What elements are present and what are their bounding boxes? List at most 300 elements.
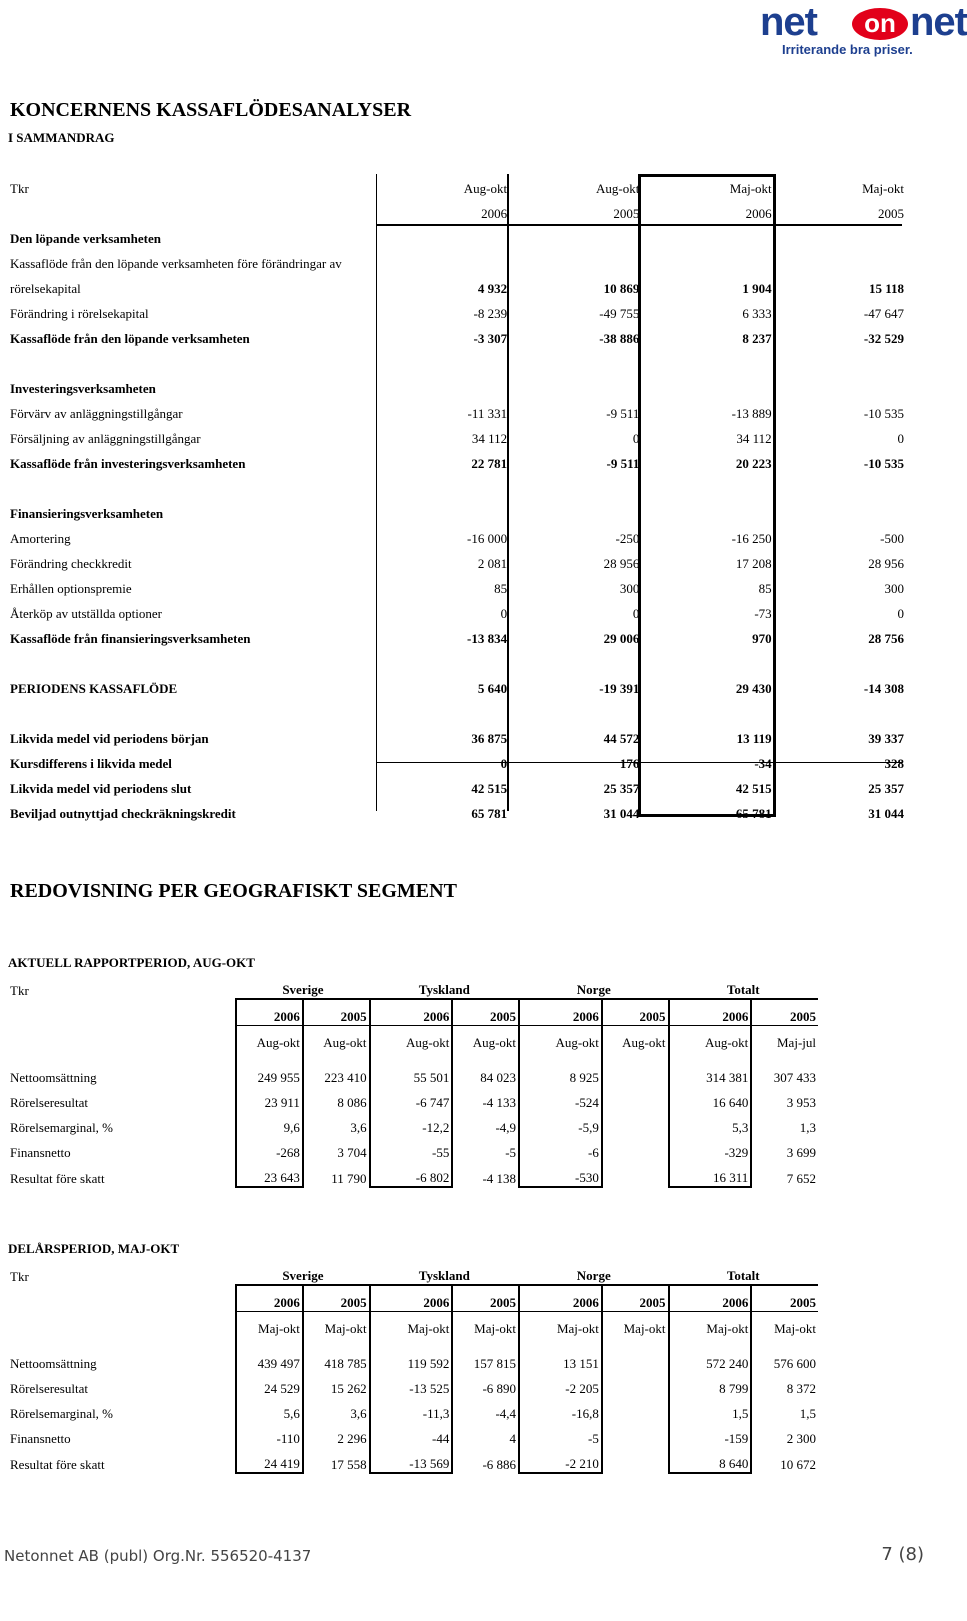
cashflow-value [509, 472, 641, 497]
segment-value: 16 311 [669, 1161, 752, 1187]
cashflow-value [509, 222, 641, 247]
segment-spacer [8, 1285, 236, 1312]
cashflow-row [8, 622, 906, 647]
segment-value: 84 023 [480, 1070, 517, 1085]
segment-value: 3 704 [337, 1145, 367, 1160]
cashflow-value [509, 247, 641, 272]
cashflow-value [509, 372, 641, 397]
cashflow-value: 8 237 [742, 331, 772, 346]
segment-spacer [8, 1312, 236, 1338]
cashflow-value: 970 [752, 631, 772, 646]
segment-value: -159 [669, 1422, 752, 1447]
cashflow-row-label [8, 347, 377, 372]
segment-table-heading: DELÅRSPERIOD, MAJ-OKT [8, 1241, 180, 1256]
segment-value: -11,3 [370, 1397, 453, 1422]
segment-period: Aug-okt [519, 1026, 602, 1052]
segment-value: -5,9 [519, 1111, 602, 1136]
segment-period: Maj-okt [519, 1312, 602, 1338]
segment-year: 2006 [669, 1285, 752, 1312]
cashflow-value [377, 497, 509, 522]
cashflow-value: 15 118 [868, 281, 904, 296]
segment-period-row [8, 1026, 818, 1052]
segment-value: -4,4 [495, 1406, 517, 1421]
segment-value [602, 1372, 669, 1397]
segment-value [602, 1447, 669, 1473]
cashflow-row [8, 572, 906, 597]
netonnet-logo [760, 0, 967, 60]
cashflow-value: -34 [754, 756, 772, 771]
cashflow-value: 17 208 [735, 556, 772, 571]
cashflow-row [8, 247, 906, 272]
cashflow-value [774, 647, 906, 672]
cashflow-value [377, 372, 509, 397]
cashflow-row-label: Kassaflöde från den löpande verksamheten [10, 331, 250, 346]
cashflow-row-label: PERIODENS KASSAFLÖDE [10, 681, 178, 696]
cashflow-value: 42 515 [471, 781, 508, 796]
segment-row-label: Finansnetto [10, 1431, 71, 1446]
cashflow-value [509, 497, 641, 522]
cashflow-table [8, 172, 906, 822]
segment-value: -13 525 [370, 1372, 453, 1397]
cashflow-row-label: Förvärv av anläggningstillgångar [10, 406, 183, 421]
segment-value: -4,9 [495, 1120, 517, 1135]
cashflow-row [8, 347, 906, 372]
cashflow-value: -19 391 [599, 681, 640, 696]
segment-year: 2006 [236, 1285, 303, 1312]
cashflow-row-label [8, 472, 377, 497]
segment-value: 1,3 [799, 1120, 816, 1135]
segment-value: 5,6 [236, 1397, 303, 1422]
cashflow-row [8, 547, 906, 572]
segment-value [602, 1337, 669, 1372]
logo-net2: net [910, 0, 967, 44]
segment-row-label: Rörelseresultat [10, 1381, 88, 1396]
cashflow-value: 65 781 [471, 806, 508, 821]
segment-value: 24 529 [236, 1372, 303, 1397]
cashflow-period: Aug-okt [463, 181, 508, 196]
cashflow-row [8, 597, 906, 622]
cashflow-value [509, 697, 641, 722]
cashflow-row [8, 472, 906, 497]
segment-row-label: Resultat före skatt [10, 1457, 105, 1472]
segment-value: -6 890 [482, 1381, 517, 1396]
cashflow-row-label: Erhållen optionspremie [10, 581, 132, 596]
cashflow-value: 300 [884, 581, 904, 596]
cashflow-value: -9 511 [606, 456, 640, 471]
footer-company: Netonnet AB (publ) Org.Nr. 556520-4137 [4, 1547, 312, 1565]
cashflow-value [641, 347, 773, 372]
segment-value: 15 262 [330, 1381, 367, 1396]
cashflow-row [8, 722, 906, 747]
segment-year: 2006 [669, 999, 752, 1026]
segment-region: Sverige [282, 1268, 324, 1283]
segment-row-label: Nettoomsättning [10, 1356, 97, 1371]
cashflow-row-label: Likvida medel vid periodens början [10, 731, 209, 746]
cashflow-value: 10 869 [603, 281, 640, 296]
segment-year: 2005 [452, 999, 519, 1026]
cashflow-value: 39 337 [868, 731, 904, 746]
cashflow-value: 31 044 [603, 806, 640, 821]
cashflow-subtitle: I SAMMANDRAG [8, 130, 115, 145]
segment-year: 2006 [519, 999, 602, 1026]
cashflow-value [641, 697, 773, 722]
cashflow-value: 36 875 [471, 731, 508, 746]
segment-value: 314 381 [669, 1051, 752, 1086]
segment-value [602, 1397, 669, 1422]
cashflow-value [774, 372, 906, 397]
cashflow-row [8, 422, 906, 447]
segment-table [8, 1259, 818, 1474]
cashflow-row [8, 522, 906, 547]
segment-value: 16 640 [669, 1086, 752, 1111]
segment-row [8, 1372, 818, 1397]
cashflow-value [509, 347, 641, 372]
segment-period: Maj-okt [236, 1312, 303, 1338]
cashflow-value [509, 647, 641, 672]
cashflow-value [377, 247, 509, 272]
segment-value: 3,6 [350, 1120, 367, 1135]
cashflow-row-label [8, 697, 377, 722]
cashflow-value: 0 [897, 606, 904, 621]
cashflow-value: 328 [884, 756, 904, 771]
cashflow-row [8, 772, 906, 797]
segment-value: 1,5 [799, 1406, 816, 1421]
cashflow-value: 22 781 [471, 456, 508, 471]
segment-value: 3 699 [786, 1145, 816, 1160]
cashflow-row [8, 372, 906, 397]
cashflow-value: 0 [500, 606, 508, 621]
segment-row [8, 1161, 818, 1187]
segment-value: -44 [370, 1422, 453, 1447]
cashflow-period-row [8, 172, 906, 197]
segment-value: 17 558 [330, 1457, 367, 1472]
segment-value: 7 652 [786, 1171, 816, 1186]
segment-spacer [8, 1026, 236, 1052]
cashflow-value: -47 647 [863, 306, 904, 321]
segment-row [8, 1447, 818, 1473]
cashflow-row-label: Förändring i rörelsekapital [10, 306, 149, 321]
cashflow-year: 2005 [878, 206, 904, 221]
segment-year: 2006 [519, 1285, 602, 1312]
cashflow-value: 31 044 [868, 806, 904, 821]
segment-year: 2006 [236, 999, 303, 1026]
segment-value: -2 210 [519, 1447, 602, 1473]
segment-value: -16,8 [519, 1397, 602, 1422]
segment-period: Aug-okt [303, 1026, 370, 1052]
segment-period: Maj-okt [669, 1312, 752, 1338]
cashflow-row [8, 747, 906, 772]
cashflow-value: -3 307 [473, 331, 508, 346]
cashflow-row [8, 322, 906, 347]
segment-row [8, 1136, 818, 1161]
cashflow-value: 176 [619, 756, 640, 771]
cashflow-value [774, 247, 906, 272]
cashflow-value: 34 112 [736, 431, 772, 446]
segment-table-heading: AKTUELL RAPPORTPERIOD, AUG-OKT [8, 955, 255, 970]
segment-year: 2005 [751, 1285, 818, 1312]
segment-value: -110 [236, 1422, 303, 1447]
segment-period: Maj-okt [452, 1312, 519, 1338]
segment-unit: Tkr [10, 1269, 29, 1284]
cashflow-row-label: Finansieringsverksamheten [10, 506, 164, 521]
segment-value: 8 799 [669, 1372, 752, 1397]
segment-year: 2005 [452, 1285, 519, 1312]
cashflow-value: -500 [880, 531, 904, 546]
segment-value: 249 955 [236, 1051, 303, 1086]
segment-value: -530 [519, 1161, 602, 1187]
cashflow-year: 2005 [613, 206, 640, 221]
cashflow-value: 0 [500, 756, 508, 771]
segment-value: 9,6 [236, 1111, 303, 1136]
cashflow-row [8, 397, 906, 422]
cashflow-row [8, 297, 906, 322]
segment-row [8, 1422, 818, 1447]
cashflow-value [377, 472, 509, 497]
cashflow-value: -32 529 [863, 331, 904, 346]
segment-title: REDOVISNING PER GEOGRAFISKT SEGMENT [10, 880, 457, 902]
segment-row-label: Rörelsemarginal, % [10, 1406, 114, 1421]
cashflow-value [774, 347, 906, 372]
segment-value: 5,3 [669, 1111, 752, 1136]
cashflow-value [641, 647, 773, 672]
segment-row-label: Nettoomsättning [10, 1070, 97, 1085]
cashflow-value: 0 [632, 431, 640, 446]
segment-row-label: Rörelsemarginal, % [10, 1120, 114, 1135]
segment-row [8, 1397, 818, 1422]
footer-page: 7 (8) [881, 1544, 924, 1565]
cashflow-value [774, 222, 906, 247]
cashflow-value: 85 [494, 581, 508, 596]
segment-year: 2006 [370, 999, 453, 1026]
cashflow-value [641, 247, 773, 272]
cashflow-row-label: Beviljad outnyttjad checkräkningskredit [10, 806, 236, 821]
cashflow-value: -16 000 [467, 531, 508, 546]
cashflow-title: KONCERNENS KASSAFLÖDESANALYSER [10, 99, 412, 121]
segment-value: 307 433 [773, 1070, 816, 1085]
cashflow-year-row [8, 197, 906, 222]
logo-tagline: Irriterande bra priser. [782, 42, 913, 57]
cashflow-value [641, 222, 773, 247]
segment-year: 2005 [303, 999, 370, 1026]
cashflow-row-label: rörelsekapital [10, 281, 81, 296]
segment-region-row [8, 1259, 818, 1285]
cashflow-value [774, 497, 906, 522]
cashflow-row [8, 222, 906, 247]
cashflow-value: 20 223 [735, 456, 772, 471]
logo-on: on [852, 8, 908, 40]
segment-row-label: Finansnetto [10, 1145, 71, 1160]
segment-spacer [8, 999, 236, 1026]
segment-value: 439 497 [236, 1337, 303, 1372]
cashflow-value: 13 119 [736, 731, 772, 746]
segment-value: 4 [509, 1431, 517, 1446]
segment-value: -55 [370, 1136, 453, 1161]
cashflow-value: -10 535 [863, 456, 904, 471]
cashflow-value: 85 [758, 581, 772, 596]
cashflow-row-label: Kassaflöde från investeringsverksamheten [10, 456, 246, 471]
cashflow-value: 2 081 [477, 556, 508, 571]
segment-value: 8 925 [519, 1051, 602, 1086]
cashflow-row-label: Kursdifferens i likvida medel [10, 756, 172, 771]
segment-row-label: Rörelseresultat [10, 1095, 88, 1110]
segment-value: -6 747 [370, 1086, 453, 1111]
cashflow-row-label: Den löpande verksamheten [10, 231, 161, 246]
cashflow-year: 2006 [745, 206, 772, 221]
cashflow-value: 44 572 [603, 731, 640, 746]
segment-period: Aug-okt [236, 1026, 303, 1052]
segment-value: 55 501 [370, 1051, 453, 1086]
cashflow-row [8, 647, 906, 672]
segment-region: Norge [576, 1268, 611, 1283]
segment-value: 1,5 [669, 1397, 752, 1422]
segment-value: 223 410 [324, 1070, 367, 1085]
segment-period: Maj-okt [602, 1312, 669, 1338]
segment-year-row [8, 1285, 818, 1312]
cashflow-value [641, 372, 773, 397]
cashflow-row-label: Kassaflöde från finansieringsverksamheten [10, 631, 251, 646]
cashflow-value: 65 781 [735, 806, 772, 821]
cashflow-value: 5 640 [477, 681, 508, 696]
segment-value [602, 1161, 669, 1187]
cashflow-value: -13 889 [731, 406, 772, 421]
segment-value: -329 [669, 1136, 752, 1161]
segment-value [602, 1136, 669, 1161]
cashflow-value: -14 308 [863, 681, 904, 696]
segment-value: 2 296 [337, 1431, 367, 1446]
cashflow-value: -9 511 [606, 406, 640, 421]
cashflow-value: 29 006 [603, 631, 640, 646]
segment-period: Maj-okt [370, 1312, 453, 1338]
segment-value: -5 [505, 1145, 517, 1160]
segment-year: 2006 [370, 1285, 453, 1312]
cashflow-value [774, 472, 906, 497]
segment-value: -12,2 [370, 1111, 453, 1136]
segment-value: 10 672 [780, 1457, 816, 1472]
cashflow-row [8, 697, 906, 722]
segment-value: -4 133 [482, 1095, 517, 1110]
cashflow-value: 25 357 [603, 781, 640, 796]
segment-value: 23 643 [236, 1161, 303, 1187]
segment-value: 2 300 [786, 1431, 816, 1446]
segment-period: Aug-okt [669, 1026, 752, 1052]
cashflow-value [377, 347, 509, 372]
cashflow-row [8, 672, 906, 697]
segment-row [8, 1051, 818, 1086]
cashflow-value: 0 [632, 606, 640, 621]
segment-year: 2005 [602, 999, 669, 1026]
cashflow-value: 4 932 [477, 281, 508, 296]
segment-year: 2005 [303, 1285, 370, 1312]
segment-region: Norge [576, 982, 611, 997]
segment-value: 8 640 [669, 1447, 752, 1473]
segment-value: -6 886 [482, 1457, 517, 1472]
cashflow-row-label: Försäljning av anläggningstillgångar [10, 431, 201, 446]
cashflow-row-label: Likvida medel vid periodens slut [10, 781, 192, 796]
cashflow-value: 42 515 [735, 781, 772, 796]
cashflow-period: Maj-okt [729, 181, 772, 196]
cashflow-period: Aug-okt [596, 181, 640, 196]
cashflow-value: 0 [897, 431, 904, 446]
segment-row [8, 1086, 818, 1111]
segment-region-row [8, 973, 818, 999]
segment-period: Maj-jul [751, 1026, 818, 1052]
segment-period: Maj-okt [303, 1312, 370, 1338]
cashflow-row-label: Investeringsverksamheten [10, 381, 156, 396]
cashflow-value [377, 222, 509, 247]
segment-value: 8 086 [337, 1095, 367, 1110]
segment-value: -13 569 [370, 1447, 453, 1473]
segment-region: Tyskland [418, 982, 470, 997]
segment-value: -5 [519, 1422, 602, 1447]
segment-value [602, 1422, 669, 1447]
segment-value: 3 953 [786, 1095, 816, 1110]
cashflow-period: Maj-okt [862, 181, 904, 196]
cashflow-row [8, 497, 906, 522]
segment-period: Aug-okt [452, 1026, 519, 1052]
cashflow-value: 25 357 [868, 781, 904, 796]
segment-value: -6 802 [370, 1161, 453, 1187]
cashflow-value [641, 497, 773, 522]
cashflow-row-label [8, 647, 377, 672]
cashflow-value: -11 331 [467, 406, 508, 421]
segment-value: -6 [519, 1136, 602, 1161]
cashflow-row-label: Kassaflöde från den löpande verksamheten före förändringar av [10, 256, 342, 271]
cashflow-value: 300 [619, 581, 640, 596]
segment-period: Maj-okt [751, 1312, 818, 1338]
cashflow-value: -8 239 [473, 306, 508, 321]
cashflow-value: 28 956 [603, 556, 640, 571]
cashflow-row [8, 447, 906, 472]
cashflow-value: 29 430 [735, 681, 772, 696]
cashflow-value: 28 756 [868, 631, 904, 646]
segment-unit: Tkr [10, 983, 29, 998]
segment-value [602, 1111, 669, 1136]
segment-value [602, 1086, 669, 1111]
segment-value: 11 790 [331, 1171, 367, 1186]
cashflow-row [8, 272, 906, 297]
segment-region: Sverige [282, 982, 324, 997]
cashflow-value: -13 834 [467, 631, 508, 646]
cashflow-value: 6 333 [742, 306, 772, 321]
segment-value: 23 911 [236, 1086, 303, 1111]
cashflow-value: -16 250 [731, 531, 772, 546]
segment-value: 572 240 [669, 1337, 752, 1372]
segment-value: -268 [236, 1136, 303, 1161]
segment-value: 8 372 [786, 1381, 816, 1396]
cashflow-value: 28 956 [868, 556, 904, 571]
segment-value: -2 205 [519, 1372, 602, 1397]
cashflow-spacer [8, 197, 377, 222]
cashflow-row-label: Återköp av utställda optioner [10, 606, 162, 621]
segment-year: 2005 [602, 1285, 669, 1312]
cashflow-value: -10 535 [863, 406, 904, 421]
segment-value: 157 815 [473, 1356, 517, 1371]
segment-value: -524 [519, 1086, 602, 1111]
cashflow-value [377, 697, 509, 722]
cashflow-row-label: Förändring checkkredit [10, 556, 132, 571]
segment-year-row [8, 999, 818, 1026]
segment-value: 119 592 [370, 1337, 453, 1372]
segment-period: Aug-okt [602, 1026, 669, 1052]
segment-region: Totalt [726, 1268, 760, 1283]
cashflow-value [377, 647, 509, 672]
cashflow-value [774, 697, 906, 722]
cashflow-value: 1 904 [742, 281, 772, 296]
segment-value: 13 151 [519, 1337, 602, 1372]
cashflow-value: -38 886 [599, 331, 640, 346]
segment-period: Aug-okt [370, 1026, 453, 1052]
segment-region: Totalt [726, 982, 760, 997]
